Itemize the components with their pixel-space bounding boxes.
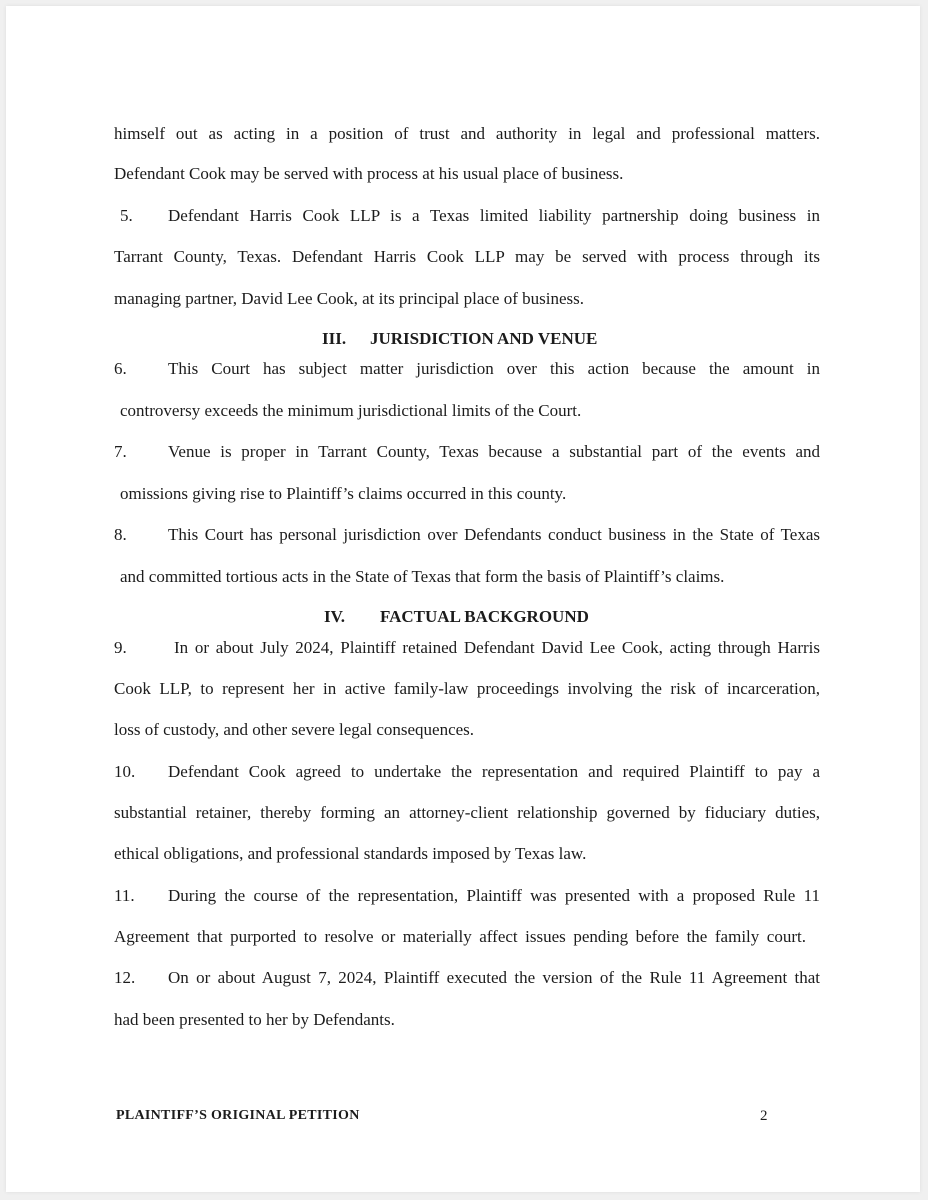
paragraph-7-number: 7.: [114, 442, 127, 461]
paragraph-4-line-2: Defendant Cook may be served with process at his usual place of business.: [114, 164, 624, 183]
paragraph-9-number: 9.: [114, 638, 127, 657]
paragraph-7-line-2: omissions giving rise to Plaintiff’s claims occurred in this county.: [120, 484, 567, 503]
document-page: [6, 6, 920, 1192]
paragraph-11-line-2: Agreement that purported to resolve or materially affect issues pending before the family court.: [114, 927, 806, 946]
paragraph-5-line-2: Tarrant County, Texas. Defendant Harris Cook LLP may be served with process through its: [114, 247, 820, 266]
paragraph-9-line-1: In or about July 2024, Plaintiff retained Defendant David Lee Cook, acting through Harris: [174, 638, 820, 657]
paragraph-8-number: 8.: [114, 525, 127, 544]
paragraph-11-line-1: During the course of the representation, Plaintiff was presented with a proposed Rule 11: [168, 886, 820, 905]
footer-document-title: PLAINTIFF’S ORIGINAL PETITION: [116, 1108, 360, 1123]
paragraph-5-line-1: Defendant Harris Cook LLP is a Texas limited liability partnership doing business in: [168, 206, 820, 225]
paragraph-12-number: 12.: [114, 968, 136, 987]
paragraph-10-line-1: Defendant Cook agreed to undertake the representation and required Plaintiff to pay a: [168, 762, 820, 781]
paragraph-6-line-2: controversy exceeds the minimum jurisdictional limits of the Court.: [120, 401, 582, 420]
paragraph-7-line-1: Venue is proper in Tarrant County, Texas because a substantial part of the events and: [168, 442, 820, 461]
paragraph-8-line-2: and committed tortious acts in the State of Texas that form the basis of Plaintiff’s claims.: [120, 567, 725, 586]
paragraph-10-line-3: ethical obligations, and professional standards imposed by Texas law.: [114, 844, 587, 863]
paragraph-12-line-1: On or about August 7, 2024, Plaintiff executed the version of the Rule 11 Agreement that: [168, 968, 820, 987]
section-3-number: III.: [322, 329, 347, 348]
paragraph-10-line-2: substantial retainer, thereby forming an attorney-client relationship governed by fiduciary duties,: [114, 803, 820, 822]
paragraph-12-line-2: had been presented to her by Defendants.: [114, 1010, 395, 1029]
paragraph-6-number: 6.: [114, 359, 127, 378]
paragraph-5-number: 5.: [120, 206, 133, 225]
section-4-heading: FACTUAL BACKGROUND: [380, 607, 589, 626]
paragraph-6-line-1: This Court has subject matter jurisdiction over this action because the amount in: [168, 359, 820, 378]
paragraph-11-number: 11.: [114, 886, 135, 905]
section-4-number: IV.: [324, 607, 345, 626]
footer-page-number: 2: [760, 1108, 768, 1124]
paragraph-9-line-2: Cook LLP, to represent her in active family-law proceedings involving the risk of incarceration,: [114, 679, 820, 698]
paragraph-9-line-3: loss of custody, and other severe legal consequences.: [114, 720, 475, 739]
paragraph-10-number: 10.: [114, 762, 136, 781]
paragraph-5-line-3: managing partner, David Lee Cook, at its principal place of business.: [114, 289, 584, 308]
section-3-heading: JURISDICTION AND VENUE: [370, 329, 598, 348]
paragraph-4-line-1: himself out as acting in a position of trust and authority in legal and professional matters.: [114, 124, 820, 143]
paragraph-8-line-1: This Court has personal jurisdiction over Defendants conduct business in the State of Texas: [168, 525, 820, 544]
